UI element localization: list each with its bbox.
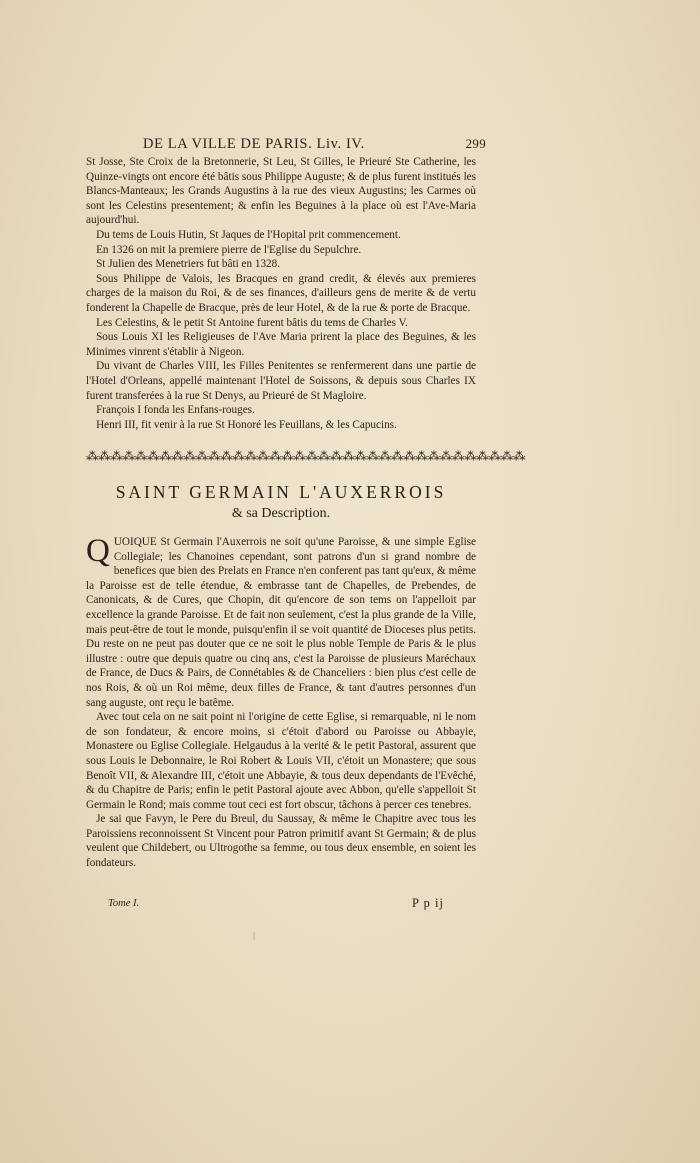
- paper-mark: [253, 932, 255, 940]
- ornamental-divider: ⁂⁂⁂⁂⁂⁂⁂⁂⁂⁂⁂⁂⁂⁂⁂⁂⁂⁂⁂⁂⁂⁂⁂⁂⁂⁂⁂⁂⁂⁂⁂⁂⁂⁂⁂⁂: [86, 449, 526, 463]
- paragraph: En 1326 on mit la premiere pierre de l'Eglise du Sepulchre.: [96, 243, 362, 256]
- paragraph: Avec tout cela on ne sait point ni l'origine de cette Eglise, si remarquable, ni le nom de son fondateur, & encore moins, si c'étoit d'abord ou Paroisse ou Abbayie, Monastere ou Eglise Collegiale. Helgaudus à la verité & le petit Pastoral, assurent que sous Louis le Debonnaire, le Roi Robert & Louis VII, c'étoit un Monastere; que sous Benoît VII, & Alexandre III, c'étoit une Abbayie, & tous deux dependants de l'Evêché, & du Chapitre de Paris; enfin le petit Pastoral ajoute avec Abbon, qu'elle s'appelloit St Germain le Rond; mais comme tout ceci est fort obscur, tâchons à percer ces tenebres.: [86, 711, 476, 811]
- section-title: SAINT GERMAIN L'AUXERROIS: [115, 482, 447, 502]
- paragraph: St Josse, Ste Croix de la Bretonnerie, St Leu, St Gilles, le Prieuré Ste Catherine, les Quinze-vingts ont encore été bâtis sous Philippe Auguste; & de plus furent institués les Blancs-Manteaux; les Grands Augustins à la rue des vieux Augustins; les Carmes où sont les Celestins presentement; & enfin les Beguines à la place où est l'Ave-Maria aujourd'hui.: [86, 156, 476, 227]
- paragraph: Les Celestins, & le petit St Antoine furent bâtis du tems de Charles V.: [96, 316, 408, 329]
- paragraph: Je sai que Favyn, le Pere du Breul, du Saussay, & même le Chapitre avec tous les Paroissiens reconnoissent St Vincent pour Patron primitif avant St Germain; & de plus veulent que Childebert, ou Ultrogothe sa femme, ou tous deux ensemble, en soient les fondateurs.: [86, 813, 476, 870]
- opening-paragraph: [86, 535, 476, 710]
- paragraph: Sous Louis XI les Religieuses de l'Ave Maria prirent la place des Beguines, & les Minimes vinrent s'établir à Nigeon.: [86, 331, 476, 358]
- paragraph: François I fonda les Enfans-rouges.: [96, 404, 255, 417]
- page-number: 299: [465, 136, 486, 151]
- chapter-continuation: [86, 155, 476, 432]
- opening-paragraph-text: UOIQUE St Germain l'Auxerrois ne soit qu'une Paroisse, & une simple Eglise Collegiale; les Chanoines cependant, sont patrons d'un si grand nombre de benefices que bien des Prelats en France n'en conferent pas tant qu'eux, & même la Paroisse est de telle étendue, & embrasse tant de Chapelles, de Prebendes, de Canonicats, & de Cures, que Chopin, dit qu'encore de son tems on l'appelloit par excellence la grande Paroisse. Et de fait non seulement, c'est la plus grande de la Ville, mais peut-être de tout le monde, puisqu'enfin il se voit quantité de Dioceses plus petits. Du reste on ne peut pas douter que ce ne soit le plus noble Temple de Paris & le plus illustre : outre que depuis quatre ou cinq ans, c'est la Paroisse de plusieurs Maréchaux de France, de Ducs & Pairs, de Connétables & de Chanceliers : bien plus c'est celle de nos Rois, & où un Roi même, deux filles de France, & tant d'autres personnes d'un sang auguste, ont reçu le batême.: [86, 536, 476, 709]
- running-title: DE LA VILLE DE PARIS. Liv. IV.: [143, 136, 365, 152]
- running-header: [143, 136, 486, 153]
- paragraph: Sous Philippe de Valois, les Bracques en grand credit, & élevés aux premieres charges de la maison du Roi, & de ses finances, d'ailleurs gens de merite & de vertu fonderent la Chapelle de Bracque, près de leur Hotel, & de la rue & porte de Bracque.: [86, 272, 476, 314]
- volume-mark: Tome I.: [108, 898, 140, 909]
- section-body: [86, 535, 476, 871]
- paragraph: St Julien des Menetriers fut bâti en 1328.: [96, 258, 281, 271]
- paragraph: Henri III, fit venir à la rue St Honoré les Feuillans, & les Capucins.: [96, 418, 397, 431]
- section-subtitle: & sa Description.: [231, 506, 331, 521]
- signature-mark: P p ij: [412, 896, 444, 910]
- paragraph: Du vivant de Charles VIII, les Filles Penitentes se renfermerent dans une partie de l'Hotel d'Orleans, appellé maintenant l'Hotel de Soissons, & depuis sous Charles IX furent transferées à la rue St Denys, au Prieuré de St Magloire.: [86, 360, 476, 402]
- drop-cap: Q: [86, 533, 110, 569]
- paragraph: Du tems de Louis Hutin, St Jaques de l'Hopital prit commencement.: [96, 228, 401, 241]
